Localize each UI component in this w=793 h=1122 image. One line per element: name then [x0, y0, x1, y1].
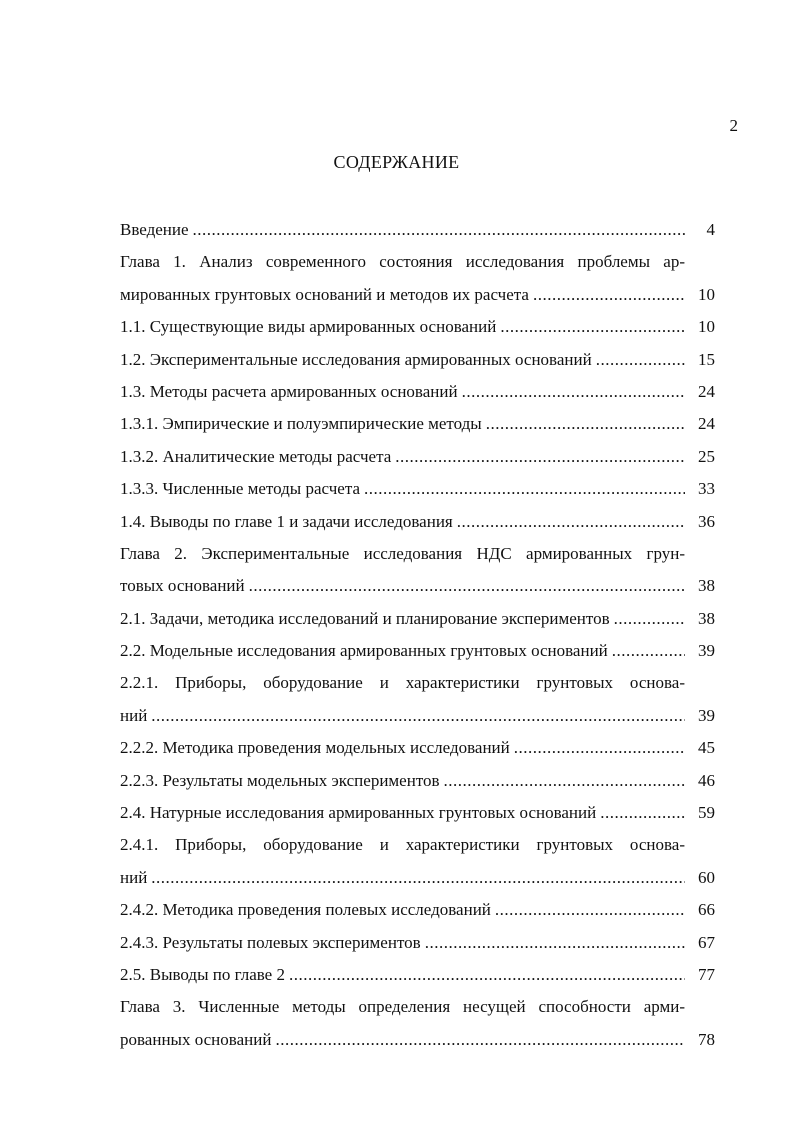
toc-entry-title: рованных оснований [120, 1029, 272, 1049]
toc-entry [120, 473, 715, 505]
toc-entry-title: 2.5. Выводы по главе 2 [120, 964, 285, 984]
toc-leader-dots [462, 376, 685, 408]
toc-entry [120, 538, 715, 570]
toc-entry-page: 66 [698, 900, 715, 920]
toc-leader-dots [495, 894, 685, 926]
table-of-contents [120, 214, 715, 1056]
toc-entry-page: 59 [698, 803, 715, 823]
toc-leader-dots [596, 344, 685, 376]
toc-entry [120, 376, 715, 408]
toc-entry-page: 67 [698, 932, 715, 952]
toc-entry-page: 46 [698, 770, 715, 790]
toc-leader-dots [514, 732, 685, 764]
toc-entry [120, 603, 715, 635]
toc-entry-page: 78 [698, 1029, 715, 1049]
toc-leader-dots [193, 214, 685, 246]
toc-entry-title: 2.2.1. Приборы, оборудование и характеристики грунтовых основа- [120, 673, 685, 693]
toc-leader-dots [249, 570, 685, 602]
toc-entry-title: ний [120, 867, 148, 887]
toc-entry [120, 667, 715, 699]
toc-entry-page: 36 [698, 511, 715, 531]
toc-entry-title: ний [120, 705, 148, 725]
toc-entry [120, 732, 715, 764]
toc-entry-title: Глава 1. Анализ современного состояния исследования проблемы ар- [120, 252, 685, 272]
toc-entry [120, 570, 715, 602]
toc-entry-page: 10 [698, 284, 715, 304]
toc-leader-dots [533, 279, 685, 311]
toc-entry-title: Глава 3. Численные методы определения несущей способности арми- [120, 997, 685, 1017]
toc-entry [120, 765, 715, 797]
toc-entry-page: 39 [698, 705, 715, 725]
toc-entry [120, 797, 715, 829]
toc-entry-page: 33 [698, 479, 715, 499]
toc-entry [120, 635, 715, 667]
page-number: 2 [729, 116, 738, 135]
toc-leader-dots [395, 441, 685, 473]
toc-entry-title: товых оснований [120, 576, 245, 596]
toc-entry-page: 60 [698, 867, 715, 887]
toc-leader-dots [486, 408, 685, 440]
toc-leader-dots [151, 700, 685, 732]
toc-entry [120, 506, 715, 538]
toc-leader-dots [364, 473, 685, 505]
toc-entry-page: 24 [698, 381, 715, 401]
toc-entry-title: 2.4.3. Результаты полевых экспериментов [120, 932, 421, 952]
toc-entry [120, 344, 715, 376]
toc-entry [120, 441, 715, 473]
toc-entry-title: 1.1. Существующие виды армированных оснований [120, 317, 497, 337]
toc-entry-title: 1.3. Методы расчета армированных оснований [120, 381, 458, 401]
toc-entry-page: 4 [706, 220, 715, 239]
toc-entry-title: мированных грунтовых оснований и методов их расчета [120, 284, 529, 304]
toc-entry [120, 959, 715, 991]
toc-leader-dots [600, 797, 685, 829]
toc-entry-title: 1.3.1. Эмпирические и полуэмпирические методы [120, 414, 482, 434]
toc-entry [120, 408, 715, 440]
toc-entry [120, 311, 715, 343]
toc-leader-dots [289, 959, 685, 991]
toc-leader-dots [425, 927, 685, 959]
toc-entry-page: 24 [698, 414, 715, 434]
toc-leader-dots [457, 506, 685, 538]
page-title: СОДЕРЖАНИЕ [333, 152, 460, 172]
toc-entry-page: 10 [698, 317, 715, 337]
toc-entry-title: Глава 2. Экспериментальные исследования НДС армированных грун- [120, 543, 685, 563]
toc-entry-title: 2.1. Задачи, методика исследований и планирование экспериментов [120, 608, 610, 628]
toc-entry-page: 38 [698, 608, 715, 628]
toc-entry [120, 700, 715, 732]
toc-entry-title: 1.4. Выводы по главе 1 и задачи исследования [120, 511, 453, 531]
toc-entry-page: 25 [698, 446, 715, 466]
toc-leader-dots [500, 311, 685, 343]
toc-entry-title: 1.3.3. Численные методы расчета [120, 479, 361, 499]
toc-entry-title: 2.2.3. Результаты модельных экспериментов [120, 770, 440, 790]
toc-entry-title: Введение [120, 220, 189, 239]
toc-entry-title: 2.4.2. Методика проведения полевых исследований [120, 900, 491, 920]
toc-entry [120, 829, 715, 861]
toc-entry [120, 1024, 715, 1056]
toc-entry-title: 1.3.2. Аналитические методы расчета [120, 446, 392, 466]
toc-entry [120, 991, 715, 1023]
toc-entry [120, 214, 715, 246]
toc-entry-page: 39 [698, 641, 715, 661]
toc-leader-dots [614, 603, 685, 635]
toc-entry-title: 2.2. Модельные исследования армированных грунтовых оснований [120, 641, 608, 661]
toc-entry [120, 927, 715, 959]
toc-entry-title: 1.2. Экспериментальные исследования армированных оснований [120, 349, 592, 369]
toc-leader-dots [612, 635, 685, 667]
toc-entry [120, 862, 715, 894]
toc-entry-title: 2.4. Натурные исследования армированных грунтовых оснований [120, 803, 597, 823]
toc-leader-dots [444, 765, 685, 797]
toc-entry [120, 894, 715, 926]
toc-leader-dots [275, 1024, 685, 1056]
toc-leader-dots [151, 862, 685, 894]
toc-entry-title: 2.4.1. Приборы, оборудование и характеристики грунтовых основа- [120, 835, 685, 855]
toc-entry-page: 77 [698, 964, 715, 984]
toc-entry [120, 279, 715, 311]
toc-entry [120, 246, 715, 278]
toc-entry-page: 45 [698, 738, 715, 758]
toc-entry-title: 2.2.2. Методика проведения модельных исследований [120, 738, 510, 758]
toc-entry-page: 38 [698, 576, 715, 596]
toc-entry-page: 15 [698, 349, 715, 369]
